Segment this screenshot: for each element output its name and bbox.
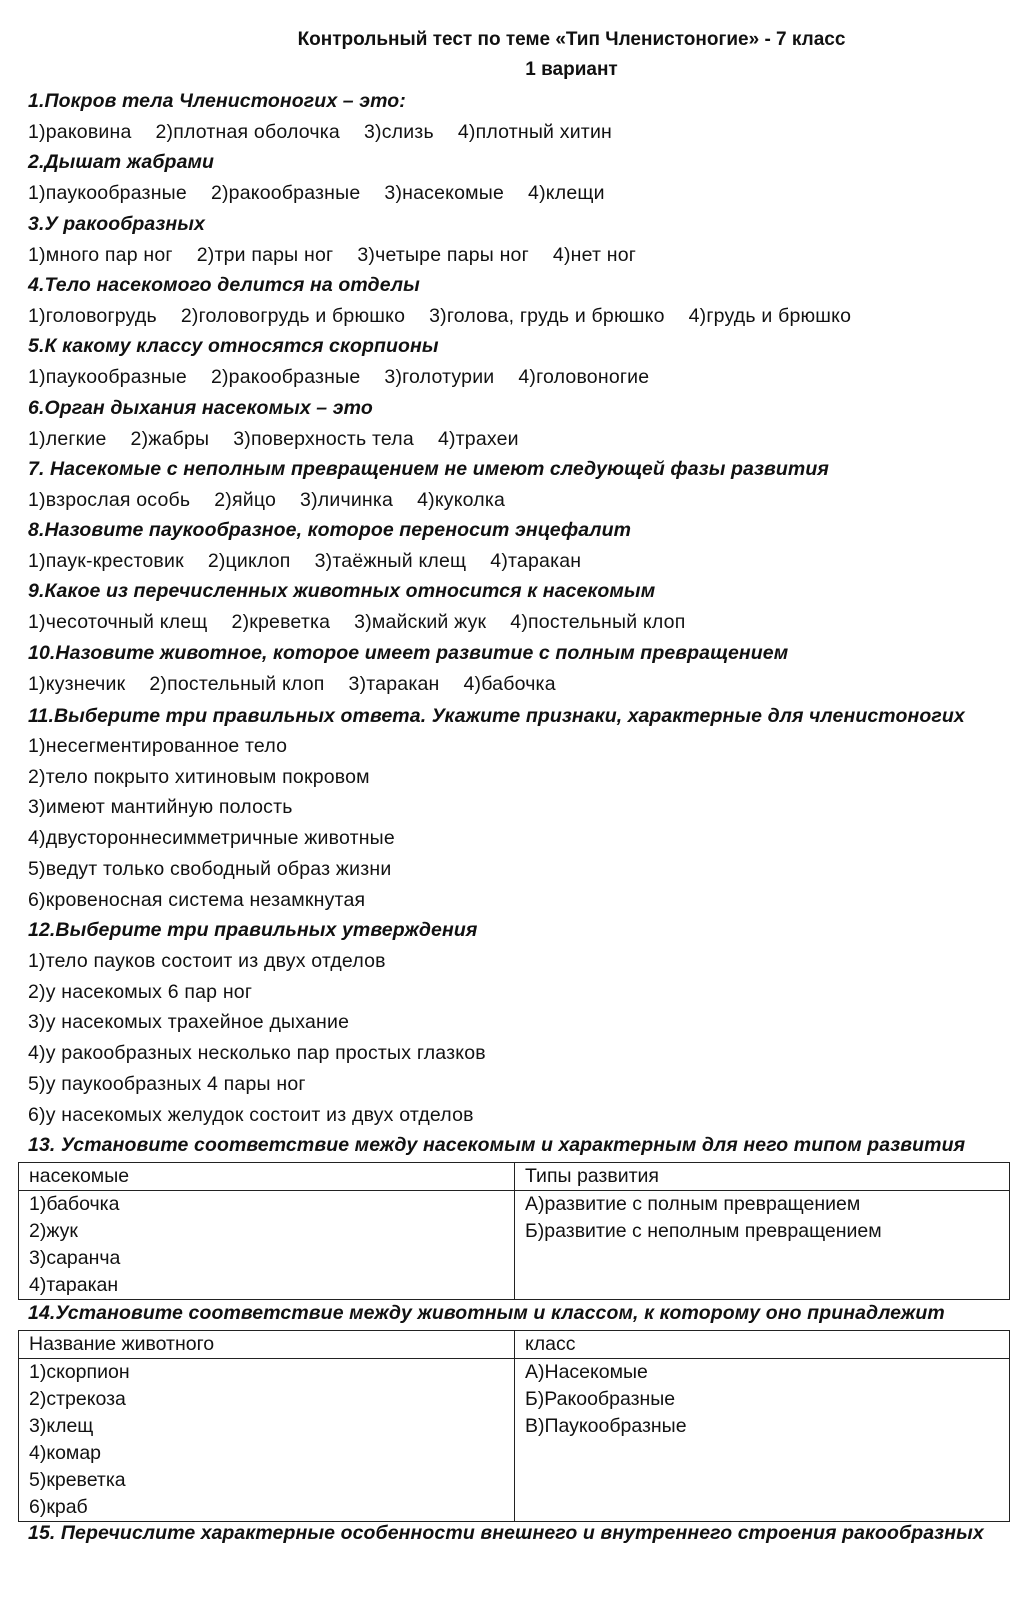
document-title: Контрольный тест по теме «Тип Членистоногие» - 7 класс — [297, 29, 846, 50]
list-item: 1)несегментированное тело — [28, 735, 288, 757]
answer-option: 1)паукообразные — [28, 366, 187, 388]
table-header: класс — [515, 1331, 1010, 1359]
answer-option: 4)клещи — [528, 182, 605, 204]
animals-column — [19, 1359, 515, 1522]
answer-option: 4)куколка — [417, 489, 506, 511]
question-5: 5.К какому классу относятся скорпионы — [28, 335, 439, 357]
question-9-options — [28, 610, 685, 634]
answer-option: 1)паук-крестовик — [28, 550, 184, 572]
list-item: 1)скорпион — [29, 1361, 130, 1383]
answer-option: 2)ракообразные — [210, 182, 361, 204]
list-item: 3)имеют мантийную полость — [28, 796, 293, 818]
list-item: 3)саранча — [29, 1247, 121, 1269]
question-2-options — [28, 181, 605, 205]
answer-option: 1)паукообразные — [28, 182, 187, 204]
list-item: 4)у ракообразных несколько пар простых глазков — [28, 1042, 486, 1064]
question-12: 12.Выберите три правильных утверждения — [28, 919, 478, 941]
table-header: Название животного — [19, 1331, 515, 1359]
answer-option: 1)много пар ног — [28, 244, 173, 266]
answer-option: 4)трахеи — [437, 428, 519, 450]
list-item: 5)креветка — [29, 1469, 126, 1491]
answer-option: 3)насекомые — [384, 182, 505, 204]
question-14: 14.Установите соответствие между животным и классом, к которому оно принадлежит — [28, 1302, 945, 1324]
answer-option: 4)постельный клоп — [510, 611, 686, 633]
answer-option: 2)три пары ног — [196, 244, 334, 266]
answer-option: 2)циклоп — [207, 550, 291, 572]
answer-option: 2)постельный клоп — [149, 673, 325, 695]
answer-option: 4)плотный хитин — [457, 121, 613, 143]
answer-option: 4)головоногие — [518, 366, 650, 388]
list-item: Б)Ракообразные — [525, 1388, 676, 1410]
answer-option: 3)личинка — [300, 489, 394, 511]
answer-option: 1)головогрудь — [28, 305, 157, 327]
answer-option: 2)головогрудь и брюшко — [180, 305, 406, 327]
question-10: 10.Назовите животное, которое имеет развитие с полным превращением — [28, 642, 789, 664]
list-item: 5)у паукообразных 4 пары ног — [28, 1073, 306, 1095]
question-14-table — [18, 1330, 1010, 1522]
answer-option: 3)таракан — [348, 673, 440, 695]
answer-option: 2)яйцо — [214, 489, 277, 511]
list-item: 3)у насекомых трахейное дыхание — [28, 1011, 350, 1033]
answer-option: 3)голотурии — [384, 366, 495, 388]
list-item: 2)тело покрыто хитиновым покровом — [28, 766, 370, 788]
question-15: 15. Перечислите характерные особенности внешнего и внутреннего строения ракообразных — [28, 1522, 984, 1544]
table-header: насекомые — [19, 1163, 515, 1191]
list-item: 2)у насекомых 6 пар ног — [28, 981, 253, 1003]
answer-option: 4)бабочка — [463, 673, 556, 695]
list-item: 1)бабочка — [29, 1193, 120, 1215]
list-item: А)развитие с полным превращением — [525, 1193, 861, 1215]
answer-option: 3)таёжный клещ — [314, 550, 467, 572]
list-item: В)Паукообразные — [525, 1415, 687, 1437]
question-11: 11.Выберите три правильных ответа. Укажите признаки, характерные для членистоногих — [28, 705, 965, 727]
question-9: 9.Какое из перечисленных животных относится к насекомым — [28, 580, 656, 602]
answer-option: 3)поверхность тела — [233, 428, 414, 450]
list-item: Б)развитие с неполным превращением — [525, 1220, 882, 1242]
question-4-options — [28, 304, 851, 328]
answer-option: 1)легкие — [28, 428, 107, 450]
question-3: 3.У ракообразных — [28, 213, 206, 235]
answer-option: 1)взрослая особь — [28, 489, 191, 511]
list-item: 4)двустороннесимметричные животные — [28, 827, 395, 849]
list-item: 4)комар — [29, 1442, 102, 1464]
list-item: А)Насекомые — [525, 1361, 648, 1383]
answer-option: 1)раковина — [28, 121, 132, 143]
list-item: 2)стрекоза — [29, 1388, 126, 1410]
answer-option: 2)ракообразные — [210, 366, 361, 388]
variant-title: 1 вариант — [525, 59, 618, 80]
question-4: 4.Тело насекомого делится на отделы — [28, 274, 420, 296]
question-8-options — [28, 549, 581, 573]
list-item: 3)клещ — [29, 1415, 94, 1437]
question-5-options — [28, 365, 649, 389]
question-13-table — [18, 1162, 1010, 1300]
answer-option: 3)майский жук — [354, 611, 487, 633]
answer-option: 3)четыре пары ног — [357, 244, 529, 266]
answer-option: 1)чесоточный клещ — [28, 611, 208, 633]
answer-option: 2)жабры — [130, 428, 210, 450]
list-item: 5)ведут только свободный образ жизни — [28, 858, 392, 880]
answer-option: 4)грудь и брюшко — [688, 305, 852, 327]
question-6: 6.Орган дыхания насекомых – это — [28, 397, 373, 419]
list-item: 6)краб — [29, 1496, 88, 1518]
list-item: 2)жук — [29, 1220, 78, 1242]
list-item: 6)у насекомых желудок состоит из двух отделов — [28, 1104, 474, 1126]
question-8: 8.Назовите паукообразное, которое переносит энцефалит — [28, 519, 632, 541]
classes-column — [515, 1359, 1010, 1522]
answer-option: 3)слизь — [363, 121, 434, 143]
question-1: 1.Покров тела Членистоногих – это: — [28, 90, 406, 112]
question-6-options — [28, 427, 519, 451]
question-13: 13. Установите соответствие между насекомым и характерным для него типом развития — [28, 1134, 966, 1156]
table-header: Типы развития — [515, 1163, 1010, 1191]
list-item: 1)тело пауков состоит из двух отделов — [28, 950, 386, 972]
question-7: 7. Насекомые с неполным превращением не имеют следующей фазы развития — [28, 458, 829, 480]
question-1-options — [28, 120, 612, 144]
question-10-options — [28, 672, 556, 696]
answer-option: 3)голова, грудь и брюшко — [429, 305, 665, 327]
development-types-column — [515, 1191, 1010, 1300]
question-7-options — [28, 488, 505, 512]
insects-column — [19, 1191, 515, 1300]
list-item: 4)таракан — [29, 1274, 119, 1296]
answer-option: 1)кузнечик — [28, 673, 126, 695]
answer-option: 4)таракан — [490, 550, 582, 572]
answer-option: 2)плотная оболочка — [155, 121, 340, 143]
answer-option: 2)креветка — [231, 611, 331, 633]
list-item: 6)кровеносная система незамкнутая — [28, 889, 366, 911]
question-3-options — [28, 243, 636, 267]
question-2: 2.Дышат жабрами — [28, 151, 215, 173]
answer-option: 4)нет ног — [552, 244, 637, 266]
